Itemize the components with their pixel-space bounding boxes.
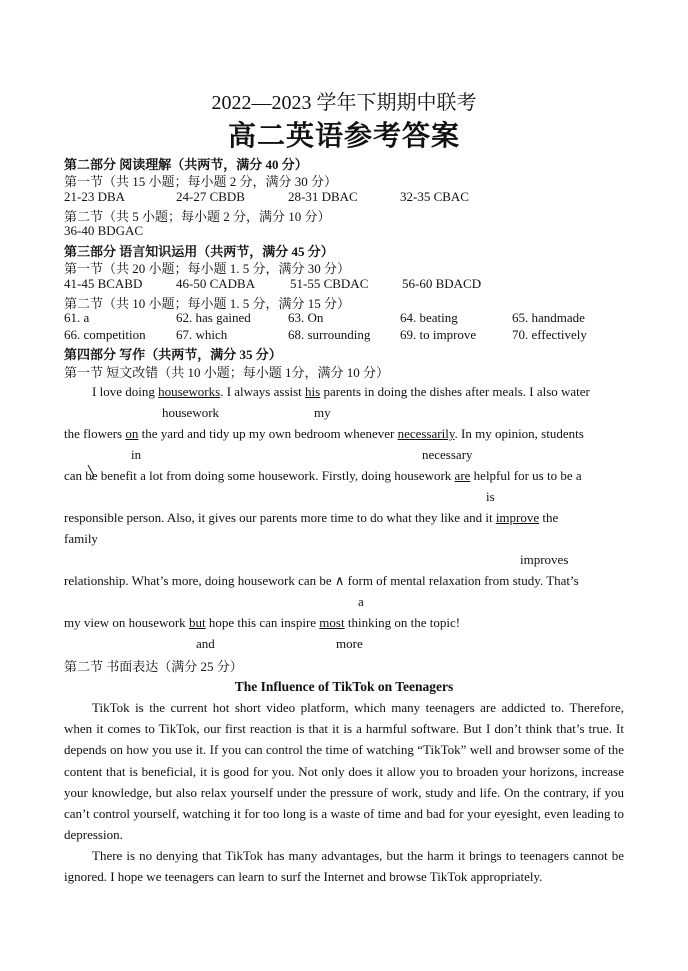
answer-group: 28-31 DBAC: [288, 189, 358, 204]
correction-word: my: [314, 405, 331, 420]
correction-line: I love doing houseworks. I always assist his parents in doing the dishes after meals. I also water: [92, 384, 590, 399]
correction-line: my view on housework but hope this can inspire most thinking on the topic!: [64, 615, 461, 630]
answer-group: 21-23 DBA: [64, 189, 126, 204]
answer-group: 41-45 BCABD: [64, 276, 143, 291]
part3-heading: 第三部分 语言知识运用（共两节，满分 45 分）: [64, 244, 334, 259]
part4-heading: 第四部分 写作（共两节，满分 35 分）: [64, 347, 282, 362]
error-word: improve: [495, 510, 540, 525]
correction-word: improves: [520, 552, 569, 567]
answer-group: 51-55 CBDAC: [290, 276, 369, 291]
part4-sec2: 第二节 书面表达（满分 25 分）: [64, 659, 243, 674]
correction-line: family: [64, 531, 98, 546]
part2-sec1: 第一节（共 15 小题；每小题 2 分，满分 30 分）: [64, 174, 338, 189]
error-word: on: [125, 426, 139, 441]
essay-paragraph: TikTok is the current hot short video platform, which many teenagers are addicted to. Therefore, when it comes to TikTok, our first reaction is that it is a harmful software. But I don’t think that’s true. It depends on how you use it. If you can control the time of watching “TikTok” well and browser some of the content that is beneficial, it is good for you. Not only does it allow you to broaden your horizons, increase your knowledge, but also relax yourself under the pressure of work, study and life. On the contrary, if you can’t control yourself, watching it for too long is a waste of time and bad for your eyesight, even leading to depression.: [64, 700, 624, 843]
correction-word: a: [358, 594, 364, 609]
essay-paragraph: There is no denying that TikTok has many advantages, but the harm it brings to teenagers cannot be ignored. I hope we teenagers can learn to surf the Internet and browse TikTok appropriately.: [64, 848, 624, 885]
answer-item: 65. handmade: [512, 310, 585, 325]
essay-title: The Influence of TikTok on Teenagers: [234, 679, 454, 694]
part3-sec2: 第二节（共 10 小题；每小题 1. 5 分，满分 15 分）: [64, 296, 351, 311]
answer-item: 66. competition: [64, 327, 146, 342]
answer-item: 61. a: [64, 310, 90, 325]
error-word: necessarily: [397, 426, 455, 441]
error-word: houseworks: [158, 384, 221, 399]
error-word: his: [305, 384, 321, 399]
answer-item: 68. surrounding: [288, 327, 371, 342]
answer-item: 63. On: [288, 310, 324, 325]
correction-word: necessary: [422, 447, 473, 462]
correction-word: is: [486, 489, 495, 504]
exam-title: 2022—2023 学年下期期中联考: [211, 92, 477, 114]
deletion-mark-icon: [86, 464, 98, 482]
part3-sec1: 第一节（共 20 小题；每小题 1. 5 分，满分 30 分）: [64, 261, 351, 276]
correction-line: responsible person. Also, it gives our parents more time to do what they like and it improve the: [64, 510, 559, 525]
correction-word: housework: [162, 405, 220, 420]
answer-item: 62. has gained: [176, 310, 251, 325]
answer-item: 69. to improve: [400, 327, 477, 342]
error-word: but: [188, 615, 206, 630]
answer-group: 46-50 CADBA: [176, 276, 256, 291]
doc-title: 高二英语参考答案: [227, 121, 460, 152]
correction-word: in: [131, 447, 142, 462]
correction-word: more: [336, 636, 363, 651]
answer-group: 56-60 BDACD: [402, 276, 482, 291]
part4-sec1: 第一节 短文改错（共 10 小题；每小题 1分，满分 10 分）: [64, 365, 390, 380]
answer-group: 36-40 BDGAC: [64, 223, 144, 238]
correction-line: relationship. What’s more, doing housework can be ∧ form of mental relaxation from study. That’s: [64, 573, 579, 588]
answer-item: 67. which: [176, 327, 228, 342]
part2-heading: 第二部分 阅读理解（共两节，满分 40 分）: [64, 157, 308, 172]
error-word: most: [319, 615, 345, 630]
error-word: are: [454, 468, 471, 483]
answer-group: 24-27 CBDB: [176, 189, 245, 204]
correction-line: the flowers on the yard and tidy up my own bedroom whenever necessarily. In my opinion, students: [64, 426, 584, 441]
correction-line: can be benefit a lot from doing some housework. Firstly, doing housework are helpful for us to be a: [64, 468, 582, 483]
part2-sec2: 第二节（共 5 小题；每小题 2 分，满分 10 分）: [64, 209, 331, 224]
answer-item: 64. beating: [400, 310, 458, 325]
answer-item: 70. effectively: [512, 327, 587, 342]
correction-word: and: [196, 636, 215, 651]
answer-group: 32-35 CBAC: [400, 189, 469, 204]
